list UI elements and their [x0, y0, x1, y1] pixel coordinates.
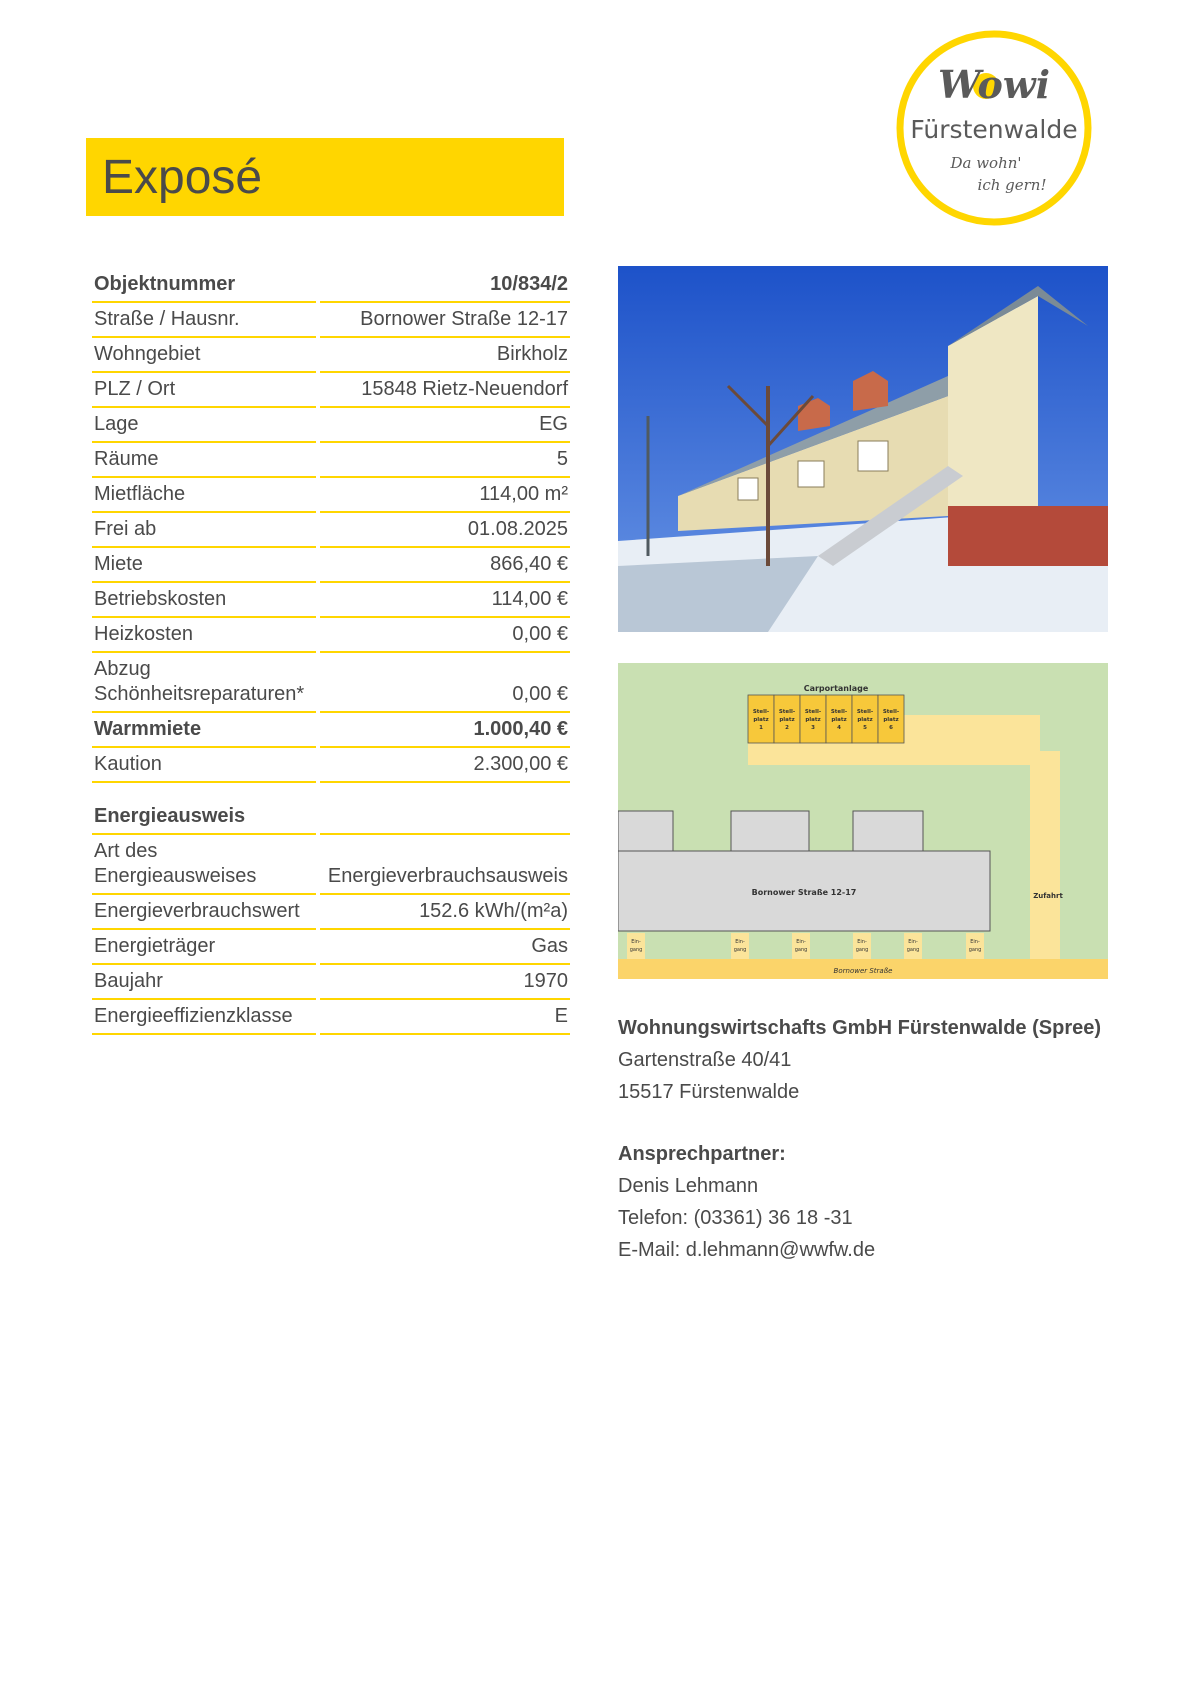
- table-row: [92, 713, 570, 748]
- entrance-word: gang: [855, 947, 869, 953]
- row-label: Energieträger: [92, 930, 316, 965]
- table-row: [92, 748, 570, 783]
- row-value: 0,00 €: [320, 618, 570, 653]
- entrance-marker: [627, 933, 645, 959]
- title-banner: [86, 138, 564, 216]
- row-value: 15848 Rietz-Neuendorf: [320, 373, 570, 408]
- wowi-logo: [894, 28, 1094, 228]
- contact-block: [618, 1012, 1101, 1266]
- entrance-word: gang: [733, 947, 747, 953]
- row-label: Räume: [92, 443, 316, 478]
- entrance-word: Ein-: [631, 939, 641, 945]
- building-label: Bornower Straße 12-17: [751, 888, 857, 897]
- table-row: [92, 895, 570, 930]
- carport-title: Carportanlage: [803, 684, 869, 693]
- contact-name: Denis Lehmann: [618, 1175, 759, 1197]
- row-label: Frei ab: [92, 513, 316, 548]
- row-value: Birkholz: [320, 338, 570, 373]
- entrance-word: Ein-: [735, 939, 745, 945]
- row-label: Straße / Hausnr.: [92, 303, 316, 338]
- row-label: Objektnummer: [92, 268, 316, 303]
- row-value: Bornower Straße 12-17: [320, 303, 570, 338]
- entrance-word: gang: [629, 947, 643, 953]
- row-label: Miete: [92, 548, 316, 583]
- row-value: EG: [320, 408, 570, 443]
- row-label: Art des Energieausweises: [92, 835, 316, 895]
- table-row: [92, 653, 570, 713]
- table-row: [92, 618, 570, 653]
- row-value: 114,00 m²: [320, 478, 570, 513]
- row-value: Gas: [320, 930, 570, 965]
- row-label: Energieausweis: [92, 800, 316, 835]
- site-plan: [618, 663, 1108, 979]
- row-label: PLZ / Ort: [92, 373, 316, 408]
- contact-phone: Telefon: (03361) 36 18 -31: [618, 1207, 853, 1229]
- row-label: Lage: [92, 408, 316, 443]
- page-title: Exposé: [102, 150, 263, 204]
- row-value: 114,00 €: [320, 583, 570, 618]
- energy-certificate-table: [88, 800, 574, 1035]
- parking-space-number: 1: [759, 725, 763, 731]
- entrance-marker: [966, 933, 984, 959]
- parking-space-word: platz: [779, 717, 795, 723]
- parking-space-word: Stell-: [778, 709, 796, 715]
- table-row: [92, 338, 570, 373]
- parking-space-number: 5: [863, 725, 867, 731]
- logo-brand: Wowi: [937, 62, 1051, 107]
- property-details-table: [88, 268, 574, 783]
- parking-space-word: platz: [857, 717, 873, 723]
- company-name: Wohnungswirtschafts GmbH Fürstenwalde (Spree): [618, 1017, 1102, 1039]
- parking-space-number: 6: [889, 725, 893, 731]
- parking-space-word: platz: [753, 717, 769, 723]
- row-value: E: [320, 1000, 570, 1035]
- table-row: [92, 303, 570, 338]
- table-row: [92, 548, 570, 583]
- row-value: 866,40 €: [320, 548, 570, 583]
- table-row: [92, 965, 570, 1000]
- row-value: 152.6 kWh/(m²a): [320, 895, 570, 930]
- entrance-word: gang: [906, 947, 920, 953]
- entrance-word: Ein-: [970, 939, 980, 945]
- parking-space-number: 3: [811, 725, 815, 731]
- entrance-word: gang: [794, 947, 808, 953]
- row-value: Energieverbrauchsausweis: [320, 835, 570, 895]
- logo-city: Fürstenwalde: [910, 115, 1078, 144]
- parking-space-word: Stell-: [830, 709, 848, 715]
- row-value: 0,00 €: [320, 653, 570, 713]
- company-city: 15517 Fürstenwalde: [618, 1081, 800, 1103]
- table-row: [92, 583, 570, 618]
- table-row: [92, 373, 570, 408]
- row-label: Wohngebiet: [92, 338, 316, 373]
- table-row: [92, 1000, 570, 1035]
- row-label: Kaution: [92, 748, 316, 783]
- parking-space-word: platz: [883, 717, 899, 723]
- entrance-word: gang: [968, 947, 982, 953]
- row-label: Warmmiete: [92, 713, 316, 748]
- parking-space-word: platz: [831, 717, 847, 723]
- row-value: 5: [320, 443, 570, 478]
- parking-space-number: 2: [785, 725, 789, 731]
- entrance-word: Ein-: [908, 939, 918, 945]
- parking-space-number: 4: [837, 725, 841, 731]
- row-label: Baujahr: [92, 965, 316, 1000]
- building-photo: [618, 266, 1108, 632]
- entrance-word: Ein-: [857, 939, 867, 945]
- logo-slogan-2: ich gern!: [977, 176, 1047, 194]
- row-value: 1970: [320, 965, 570, 1000]
- street-label: Bornower Straße: [833, 967, 893, 975]
- parking-space-word: Stell-: [856, 709, 874, 715]
- row-label: Mietfläche: [92, 478, 316, 513]
- company-street: Gartenstraße 40/41: [618, 1049, 792, 1071]
- table-row: [92, 930, 570, 965]
- table-row: [92, 268, 570, 303]
- row-label: Betriebskosten: [92, 583, 316, 618]
- row-value: 1.000,40 €: [320, 713, 570, 748]
- row-label: Heizkosten: [92, 618, 316, 653]
- table-row: [92, 408, 570, 443]
- table-row: [92, 478, 570, 513]
- entrance-marker: [853, 933, 871, 959]
- row-value: 01.08.2025: [320, 513, 570, 548]
- contact-heading: Ansprechpartner:: [618, 1143, 786, 1165]
- parking-space-word: Stell-: [804, 709, 822, 715]
- entrance-marker: [904, 933, 922, 959]
- row-value: 10/834/2: [320, 268, 570, 303]
- table-row: [92, 443, 570, 478]
- table-row: [92, 835, 570, 895]
- entrance-word: Ein-: [796, 939, 806, 945]
- parking-space-word: Stell-: [882, 709, 900, 715]
- driveway-label: Zufahrt: [1033, 892, 1063, 900]
- entrance-marker: [792, 933, 810, 959]
- parking-space-word: Stell-: [752, 709, 770, 715]
- table-row: [92, 800, 570, 835]
- entrance-marker: [731, 933, 749, 959]
- row-value: [320, 800, 570, 835]
- spacer: [618, 1108, 1101, 1138]
- row-value: 2.300,00 €: [320, 748, 570, 783]
- contact-email: E-Mail: d.lehmann@wwfw.de: [618, 1239, 876, 1261]
- row-label: Abzug Schönheitsreparaturen*: [92, 653, 316, 713]
- row-label: Energieeffizienzklasse: [92, 1000, 316, 1035]
- table-row: [92, 513, 570, 548]
- logo-slogan-1: Da wohn': [950, 154, 1022, 172]
- parking-space-word: platz: [805, 717, 821, 723]
- row-label: Energieverbrauchswert: [92, 895, 316, 930]
